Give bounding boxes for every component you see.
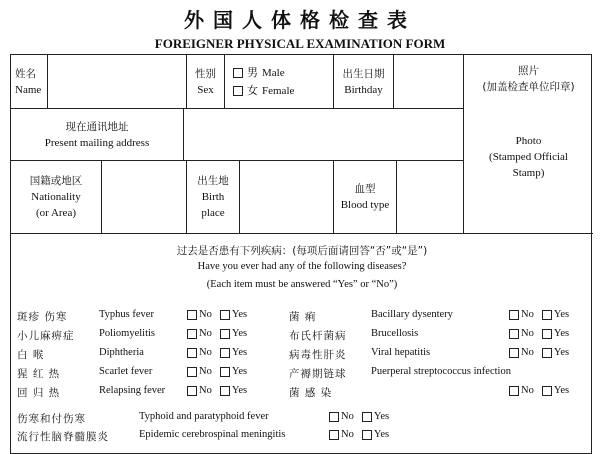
disease-left-en-0: Typhus fever xyxy=(99,309,154,320)
disease-right-cn-3: 产褥期链球 xyxy=(289,368,347,380)
sex-options xyxy=(225,55,337,108)
address-field[interactable] xyxy=(184,109,463,160)
disease-right-cn-2: 病毒性肝炎 xyxy=(289,349,347,361)
disease-right-4-no-checkbox[interactable] xyxy=(509,386,519,396)
disease-wide-1-yes-checkbox[interactable] xyxy=(362,430,372,440)
birthplace-field[interactable] xyxy=(240,161,333,233)
disease-right-en-1: Brucellosis xyxy=(371,328,419,339)
disease-left-1-no-label: No xyxy=(199,328,212,339)
disease-right-0-yes-label: Yes xyxy=(553,309,570,320)
disease-right-0-yes-checkbox[interactable] xyxy=(542,310,552,320)
disease-left-2-yes-label: Yes xyxy=(231,347,248,358)
birthplace-label-en-2: place xyxy=(201,207,225,219)
disease-left-4-no-label: No xyxy=(199,385,212,396)
name-label-cn: 姓名 xyxy=(15,67,36,80)
name-label-en: Name xyxy=(15,83,42,96)
disease-right-1-no-checkbox[interactable] xyxy=(509,329,519,339)
blood-type-field[interactable] xyxy=(397,161,463,233)
disease-right-0-answers xyxy=(509,309,569,320)
disease-right-1-yes-label: Yes xyxy=(553,328,570,339)
disease-right-en-2: Viral hepatitis xyxy=(371,347,431,358)
disease-wide-0-answers xyxy=(329,411,389,422)
sex-option-female[interactable] xyxy=(233,82,294,100)
disease-left-0-no-label: No xyxy=(199,309,212,320)
female-label-en: Female xyxy=(262,84,295,97)
photo-label-cn: 照片 xyxy=(518,65,539,77)
disease-wide-0-yes-checkbox[interactable] xyxy=(362,412,372,422)
disease-right-1-no-label: No xyxy=(521,328,534,339)
disease-wide-1-no-checkbox[interactable] xyxy=(329,430,339,440)
birthplace-label xyxy=(187,161,239,233)
disease-right-en-0: Bacillary dysentery xyxy=(371,309,453,320)
disease-left-2-answers xyxy=(187,347,247,358)
birthday-label-en: Birthday xyxy=(344,83,383,96)
disease-right-0-no-checkbox[interactable] xyxy=(509,310,519,320)
disease-left-2-no-label: No xyxy=(199,347,212,358)
disease-left-1-answers xyxy=(187,328,247,339)
disease-left-1-yes-checkbox[interactable] xyxy=(220,329,230,339)
disease-wide-0-no-label: No xyxy=(341,411,354,422)
disease-left-cn-0: 斑疹 伤寒 xyxy=(17,311,68,323)
disease-left-en-1: Poliomyelitis xyxy=(99,328,156,339)
disease-wide-1-yes-label: Yes xyxy=(373,429,390,440)
male-checkbox[interactable] xyxy=(233,68,243,78)
photo-area xyxy=(464,55,593,233)
disease-wide-cn-1: 流行性脑脊髓膜炎 xyxy=(17,431,109,443)
disease-question-note: (Each item must be answered “Yes” or “No”) xyxy=(206,279,398,290)
disease-right-4-no-label: No xyxy=(521,385,534,396)
disease-left-0-yes-label: Yes xyxy=(231,309,248,320)
nationality-label-en: Nationality xyxy=(31,191,81,203)
disease-right-4-answers xyxy=(509,385,569,396)
birthday-label xyxy=(334,55,393,108)
disease-wide-cn-0: 伤寒和付伤寒 xyxy=(17,413,86,425)
photo-label-en: Photo xyxy=(515,135,542,147)
disease-wide-en-0: Typhoid and paratyphoid fever xyxy=(139,411,269,422)
disease-left-3-no-label: No xyxy=(199,366,212,377)
disease-wide-0-yes-label: Yes xyxy=(373,411,390,422)
photo-note-en-1: (Stamped Official xyxy=(489,151,568,163)
disease-right-2-no-label: No xyxy=(521,347,534,358)
nationality-label-cn: 国籍或地区 xyxy=(29,175,83,187)
disease-left-4-answers xyxy=(187,385,247,396)
disease-right-2-yes-label: Yes xyxy=(553,347,570,358)
birthday-field[interactable] xyxy=(394,55,463,108)
nationality-field[interactable] xyxy=(102,161,186,233)
disease-left-4-yes-label: Yes xyxy=(231,385,248,396)
disease-right-1-yes-checkbox[interactable] xyxy=(542,329,552,339)
disease-left-cn-3: 猩 红 热 xyxy=(17,368,61,380)
disease-wide-1-no-label: No xyxy=(341,429,354,440)
disease-left-3-yes-label: Yes xyxy=(231,366,248,377)
disease-right-2-yes-checkbox[interactable] xyxy=(542,348,552,358)
male-label-cn: 男 xyxy=(247,65,258,79)
disease-right-0-no-label: No xyxy=(521,309,534,320)
disease-wide-1-answers xyxy=(329,429,389,440)
blood-type-label-cn: 血型 xyxy=(354,183,376,195)
form-title-en: FOREIGNER PHYSICAL EXAMINATION FORM xyxy=(154,36,446,51)
disease-right-cn-0: 菌 痢 xyxy=(289,311,317,323)
disease-left-en-3: Scarlet fever xyxy=(99,366,153,377)
disease-left-0-no-checkbox[interactable] xyxy=(187,310,197,320)
address-label-cn: 现在通讯地址 xyxy=(65,120,129,133)
photo-note-en-2: Stamp) xyxy=(512,167,545,179)
disease-left-3-yes-checkbox[interactable] xyxy=(220,367,230,377)
disease-left-en-2: Diphtheria xyxy=(99,347,144,358)
blood-type-label-en: Blood type xyxy=(340,199,390,211)
disease-left-cn-1: 小儿麻痹症 xyxy=(17,330,75,342)
photo-note-cn: (加盖检查单位印章) xyxy=(482,81,575,93)
name-label xyxy=(11,55,47,108)
female-label-cn: 女 xyxy=(247,83,258,97)
disease-left-0-yes-checkbox[interactable] xyxy=(220,310,230,320)
disease-right-1-answers xyxy=(509,328,569,339)
nationality-label-en-2: (or Area) xyxy=(35,207,76,219)
disease-wide-0-no-checkbox[interactable] xyxy=(329,412,339,422)
disease-right-en-3: Puerperal streptococcus infection xyxy=(371,366,511,377)
disease-left-en-4: Relapsing fever xyxy=(99,385,166,396)
birthplace-label-cn: 出生地 xyxy=(197,175,229,187)
disease-left-cn-4: 回 归 热 xyxy=(17,387,61,399)
disease-left-2-no-checkbox[interactable] xyxy=(187,348,197,358)
male-label-en: Male xyxy=(262,66,285,79)
disease-right-2-no-checkbox[interactable] xyxy=(509,348,519,358)
disease-left-0-answers xyxy=(187,309,247,320)
disease-left-3-answers xyxy=(187,366,247,377)
name-field[interactable] xyxy=(48,55,186,108)
disease-right-cn-1: 布氏杆菌病 xyxy=(289,330,347,342)
address-label xyxy=(11,109,183,160)
birthday-label-cn: 出生日期 xyxy=(342,67,385,80)
disease-left-3-no-checkbox[interactable] xyxy=(187,367,197,377)
disease-left-1-no-checkbox[interactable] xyxy=(187,329,197,339)
grid-line xyxy=(11,233,593,234)
sex-label-cn: 性别 xyxy=(195,67,216,80)
form-title-cn: 外国人体格检查表 xyxy=(184,8,416,32)
birthplace-label-en: Birth xyxy=(201,191,225,203)
examination-form xyxy=(10,54,592,454)
sex-label-en: Sex xyxy=(197,83,214,96)
sex-label xyxy=(187,55,224,108)
blood-type-label xyxy=(334,161,396,233)
address-label-en: Present mailing address xyxy=(44,136,150,149)
disease-right-4-yes-label: Yes xyxy=(553,385,570,396)
disease-right-4-yes-checkbox[interactable] xyxy=(542,386,552,396)
disease-left-2-yes-checkbox[interactable] xyxy=(220,348,230,358)
disease-question-en: Have you ever had any of the following diseases? xyxy=(197,261,407,272)
disease-question-cn: 过去是否患有下列疾病：(每项后面请回答“否”或“是”) xyxy=(176,245,428,257)
disease-left-4-yes-checkbox[interactable] xyxy=(220,386,230,396)
nationality-label xyxy=(11,161,101,233)
disease-right-cn-4: 菌 感 染 xyxy=(289,387,333,399)
disease-right-2-answers xyxy=(509,347,569,358)
disease-left-4-no-checkbox[interactable] xyxy=(187,386,197,396)
disease-wide-en-1: Epidemic cerebrospinal meningitis xyxy=(139,429,286,440)
disease-left-1-yes-label: Yes xyxy=(231,328,248,339)
sex-option-male[interactable] xyxy=(233,64,285,82)
female-checkbox[interactable] xyxy=(233,86,243,96)
disease-left-cn-2: 白 喉 xyxy=(17,349,45,361)
